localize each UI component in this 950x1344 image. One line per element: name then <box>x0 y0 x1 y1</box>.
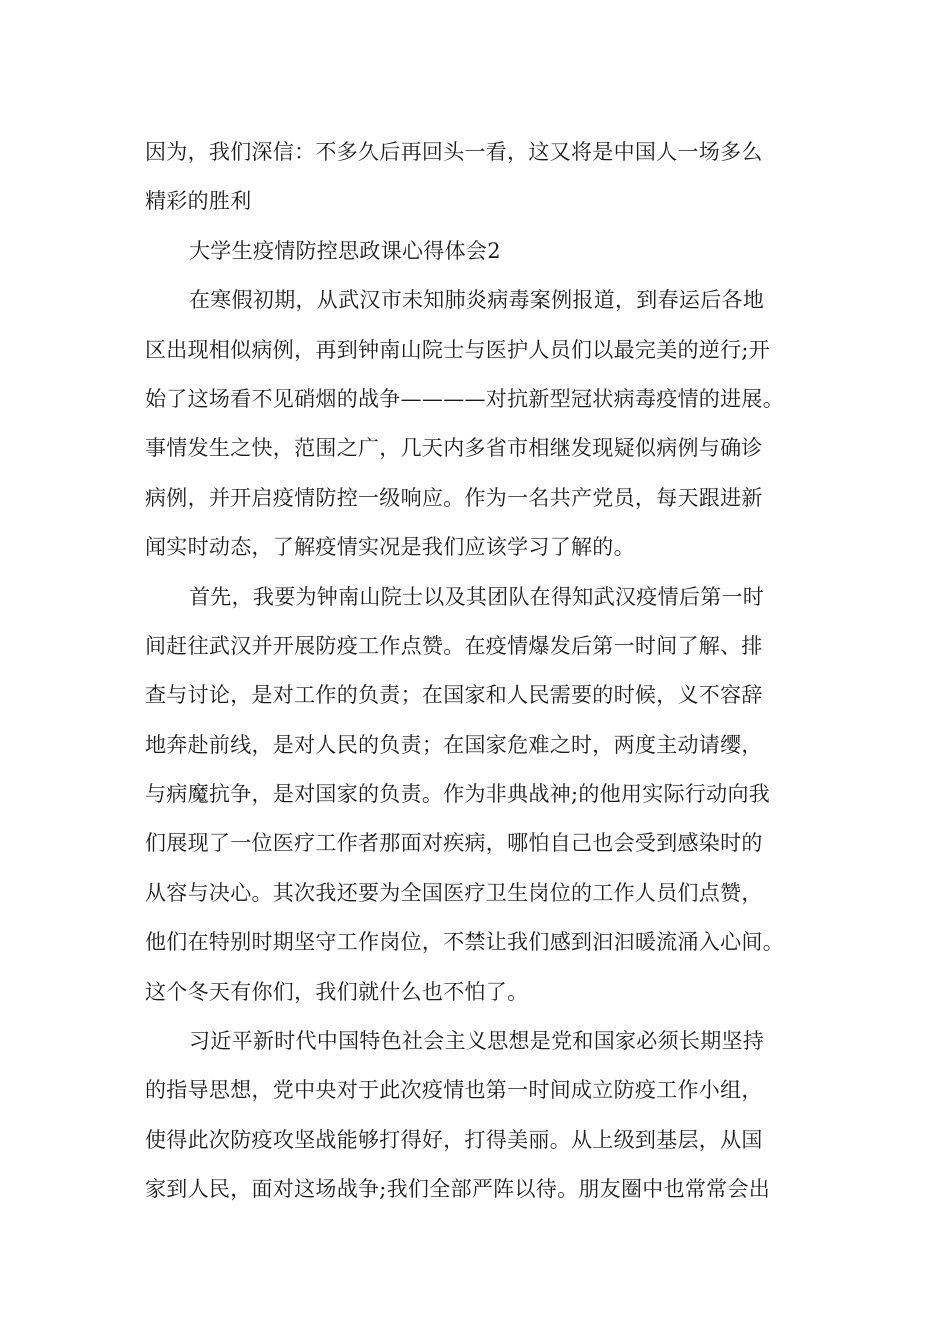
text-line: 始了这场看不见硝烟的战争————对抗新型冠状病毒疫情的进展。 <box>145 386 784 411</box>
text-line: 病例，并开启疫情防控一级响应。作为一名共产党员，每天跟进新 <box>145 485 763 510</box>
text-line: 习近平新时代中国特色社会主义思想是党和国家必须长期坚持 <box>189 1029 765 1054</box>
text-line: 首先，我要为钟南山院士以及其团队在得知武汉疫情后第一时 <box>189 584 765 609</box>
text-line: 从容与决心。其次我还要为全国医疗卫生岗位的工作人员们点赞， <box>145 880 763 905</box>
paragraph <box>145 276 825 572</box>
text-line: 地奔赴前线，是对人民的负责；在国家危难之时，两度主动请缨， <box>145 732 763 757</box>
text-line: 这个冬天有你们，我们就什么也不怕了。 <box>145 979 529 1004</box>
paragraph <box>145 1017 825 1215</box>
document-body <box>145 128 825 1215</box>
text-line: 使得此次防疫攻坚战能够打得好，打得美丽。从上级到基层，从国 <box>145 1127 763 1152</box>
text-line: 在寒假初期，从武汉市未知肺炎病毒案例报道，到春运后各地 <box>189 288 765 313</box>
paragraph <box>145 573 825 1018</box>
text-line: 们展现了一位医疗工作者那面对疾病，哪怕自己也会受到感染时的 <box>145 831 763 856</box>
text-line: 闻实时动态，了解疫情实况是我们应该学习了解的。 <box>145 535 635 560</box>
section-heading <box>145 227 825 276</box>
paragraph <box>145 128 825 227</box>
text-line: 间赶往武汉并开展防疫工作点赞。在疫情爆发后第一时间了解、排 <box>145 633 763 658</box>
text-line: 精彩的胜利 <box>145 189 252 214</box>
text-line: 与病魔抗争，是对国家的负责。作为非典战神;的他用实际行动向我 <box>145 782 771 807</box>
text-line: 家到人民，面对这场战争;我们全部严阵以待。朋友圈中也常常会出 <box>145 1177 771 1202</box>
text-line: 大学生疫情防控思政课心得体会2 <box>189 238 501 263</box>
text-line: 查与讨论，是对工作的负责；在国家和人民需要的时候，义不容辞 <box>145 683 763 708</box>
text-line: 他们在特别时期坚守工作岗位，不禁让我们感到汩汩暖流涌入心间。 <box>145 930 784 955</box>
text-line: 事情发生之快，范围之广，几天内多省市相继发现疑似病例与确诊 <box>145 436 763 461</box>
text-line: 区出现相似病例，再到钟南山院士与医护人员们以最完美的逆行;开 <box>145 337 771 362</box>
text-line: 因为，我们深信：不多久后再回头一看，这又将是中国人一场多么 <box>145 140 763 164</box>
text-line: 的指导思想，党中央对于此次疫情也第一时间成立防疫工作小组， <box>145 1078 763 1103</box>
